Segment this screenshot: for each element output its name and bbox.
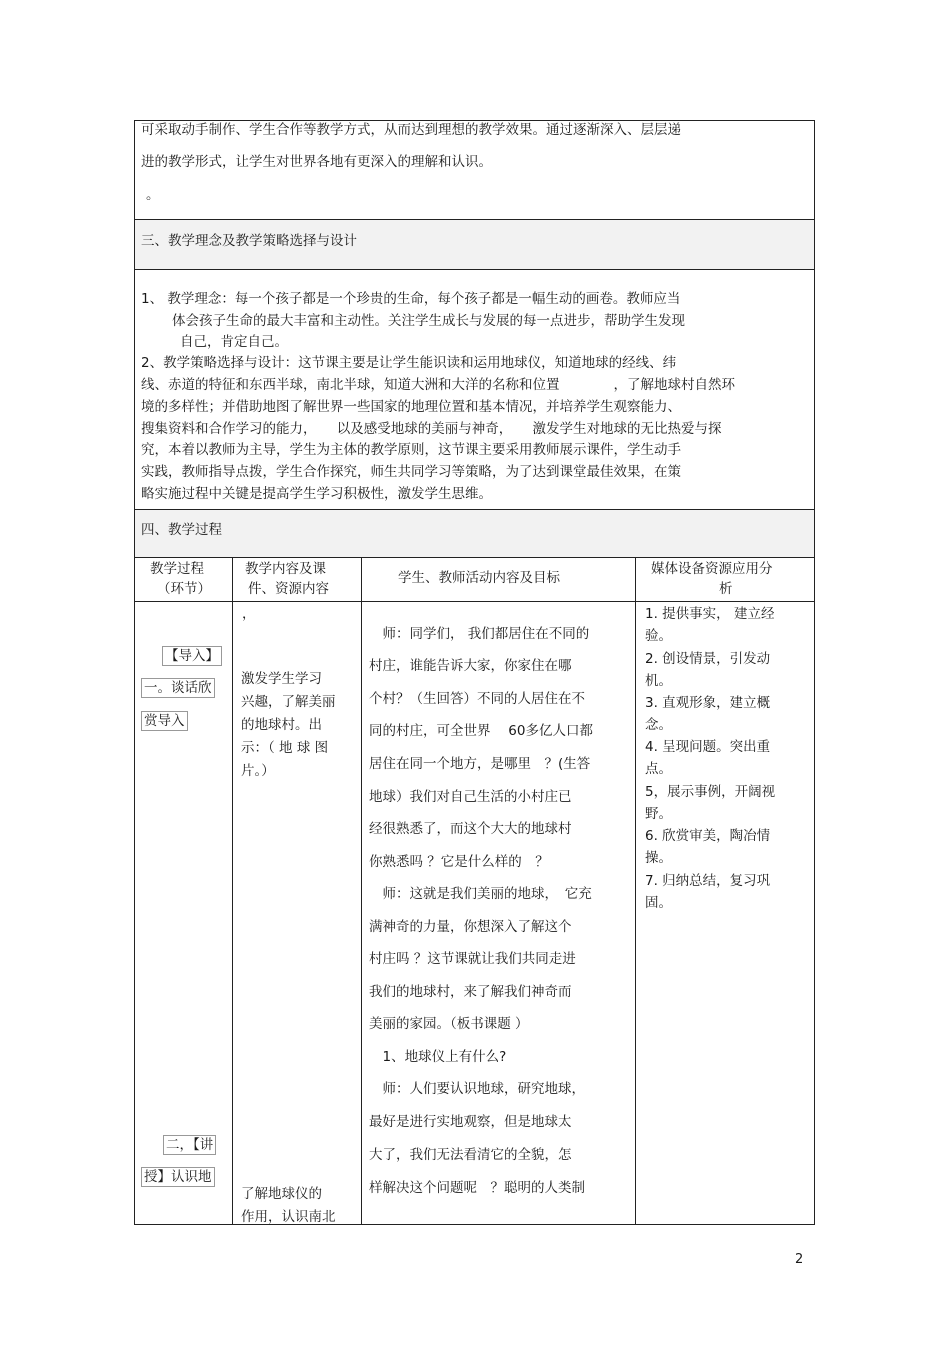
header-col4-line1: 媒体设备资源应用分 <box>651 561 773 577</box>
section3-line: 自己，肯定自己。 <box>180 334 288 350</box>
section4-heading: 四、教学过程 <box>141 522 222 538</box>
step1-label <box>141 679 215 697</box>
intro-line: 。 <box>146 187 160 203</box>
header-col4-line2: 析 <box>719 581 733 597</box>
header-col2-line1: 教学内容及课 <box>245 561 326 577</box>
step2-label <box>163 1136 216 1154</box>
section3-line: 1、 教学理念：每一个孩子都是一个珍贵的生命，每个孩子都是一幅生动的画卷。教师应当 <box>141 291 681 307</box>
col3-line: 师：人们要认识地球，研究地球， <box>369 1081 585 1097</box>
col3-line: 大了，我们无法看清它的全貌，怎 <box>369 1147 572 1163</box>
section4-heading-bg <box>135 509 814 557</box>
col2-text: 了解地球仪的 <box>241 1186 322 1202</box>
col3-line: 样解决这个问题呢 ？聪明的人类制 <box>369 1180 585 1196</box>
col2-text: 的地球村。出 <box>241 717 322 733</box>
page-number: 2 <box>795 1252 804 1267</box>
column-divider <box>361 557 362 1225</box>
section3-line: 搜集资料和合作学习的能力， 以及感受地球的美丽与神奇， 激发学生对地球的无比热爱与探 <box>141 421 722 437</box>
row-divider <box>135 219 814 220</box>
column-divider <box>232 557 233 1225</box>
col4-line: 6. 欣赏审美，陶冶情 <box>645 828 771 844</box>
col3-line: 个村？（生回答）不同的人居住在不 <box>369 691 585 707</box>
header-col1-line2: （环节） <box>157 581 211 597</box>
row-divider <box>135 601 814 602</box>
section3-line: 线、赤道的特征和东西半球，南北半球，知道大洲和大洋的名称和位置 ，了解地球村自然环 <box>141 377 735 393</box>
col3-line: 我们的地球村，来了解我们神奇而 <box>369 984 572 1000</box>
header-col1-line1: 教学过程 <box>150 561 204 577</box>
col4-line: 操。 <box>645 850 672 866</box>
col3-line: 你熟悉吗 ？它是什么样的 ？ <box>369 854 549 870</box>
col4-line: 点。 <box>645 761 672 777</box>
col4-line: 验。 <box>645 628 672 644</box>
col4-line: 机。 <box>645 673 672 689</box>
step2-label <box>141 1168 215 1186</box>
step1-label-text: 一。谈话欣 <box>141 678 215 698</box>
col2-text: 兴趣，了解美丽 <box>241 694 336 710</box>
col4-line: 5，展示事例，开阔视 <box>645 784 776 800</box>
section3-line: 2、教学策略选择与设计：这节课主要是让学生能识读和运用地球仪，知道地球的经线、纬 <box>141 355 677 371</box>
intro-line: 进的教学形式，让学生对世界各地有更深入的理解和认识。 <box>141 154 492 170</box>
section3-line: 体会孩子生命的最大丰富和主动性。关注学生成长与发展的每一点进步，帮助学生发现 <box>172 313 685 329</box>
section3-line: 究，本着以教师为主导，学生为主体的教学原则，这节课主要采用教师展示课件，学生动手 <box>141 442 681 458</box>
col4-line: 2. 创设情景，引发动 <box>645 651 771 667</box>
col4-line: 3. 直观形象，建立概 <box>645 695 771 711</box>
col3-line: 满神奇的力量，你想深入了解这个 <box>369 919 572 935</box>
step2-label-text: 授】认识地 <box>141 1167 215 1187</box>
col2-text: 激发学生学习 <box>241 671 322 687</box>
col4-line: 野。 <box>645 806 672 822</box>
section3-line: 略实施过程中关键是提高学生学习积极性，激发学生思维。 <box>141 486 492 502</box>
col3-line: 1、地球仪上有什么? <box>369 1049 507 1065</box>
col4-line: 7. 归纳总结，复习巩 <box>645 873 771 889</box>
column-divider <box>635 557 636 1225</box>
col4-line: 4. 呈现问题。突出重 <box>645 739 771 755</box>
col2-text: 示：（ 地 球 图 <box>241 740 329 756</box>
row-divider <box>135 269 814 270</box>
step1-label-text: 【导入】 <box>162 646 222 666</box>
step1-label <box>141 712 188 730</box>
col4-line: 固。 <box>645 895 672 911</box>
intro-line: 可采取动手制作、学生合作等教学方式，从而达到理想的教学效果。通过逐渐深入、层层递 <box>141 122 681 138</box>
col2-text: 片。） <box>241 763 275 779</box>
col3-line: 居住在同一个地方，是哪里 ？(生答 <box>369 756 591 772</box>
step1-label-text: 赏导入 <box>141 711 188 731</box>
section3-heading: 三、教学理念及教学策略选择与设计 <box>141 233 357 249</box>
section3-line: 实践，教师指导点拨，学生合作探究，师生共同学习等策略，为了达到课堂最佳效果，在策 <box>141 464 681 480</box>
col3-line: 村庄吗 ？这节课就让我们共同走进 <box>369 951 576 967</box>
step1-label <box>162 647 222 665</box>
col3-line: 最好是进行实地观察，但是地球太 <box>369 1114 572 1130</box>
col4-line: 1. 提供事实， 建立经 <box>645 606 775 622</box>
col3-line: 村庄，谁能告诉大家，你家住在哪 <box>369 658 572 674</box>
col2-comma: ， <box>242 606 256 622</box>
col3-line: 同的村庄，可全世界 60多亿人口都 <box>369 723 593 739</box>
col3-line: 经很熟悉了，而这个大大的地球村 <box>369 821 572 837</box>
row-divider <box>135 557 814 558</box>
header-col3: 学生、教师活动内容及目标 <box>398 570 560 586</box>
col3-line: 师：同学们， 我们都居住在不同的 <box>369 626 590 642</box>
col3-line: 美丽的家园。（板书课题 ） <box>369 1016 529 1032</box>
row-divider <box>135 509 814 510</box>
col4-line: 念。 <box>645 717 672 733</box>
header-col2-line2: 件、资源内容 <box>248 581 329 597</box>
col2-text: 作用，认识南北 <box>241 1209 336 1225</box>
col3-line: 地球）我们对自己生活的小村庄已 <box>369 789 572 805</box>
col3-line: 师：这就是我们美丽的地球， 它充 <box>369 886 592 902</box>
section3-line: 境的多样性；并借助地图了解世界一些国家的地理位置和基本情况，并培养学生观察能力、 <box>141 399 681 415</box>
step2-label-text: 二，【讲 <box>163 1135 216 1155</box>
